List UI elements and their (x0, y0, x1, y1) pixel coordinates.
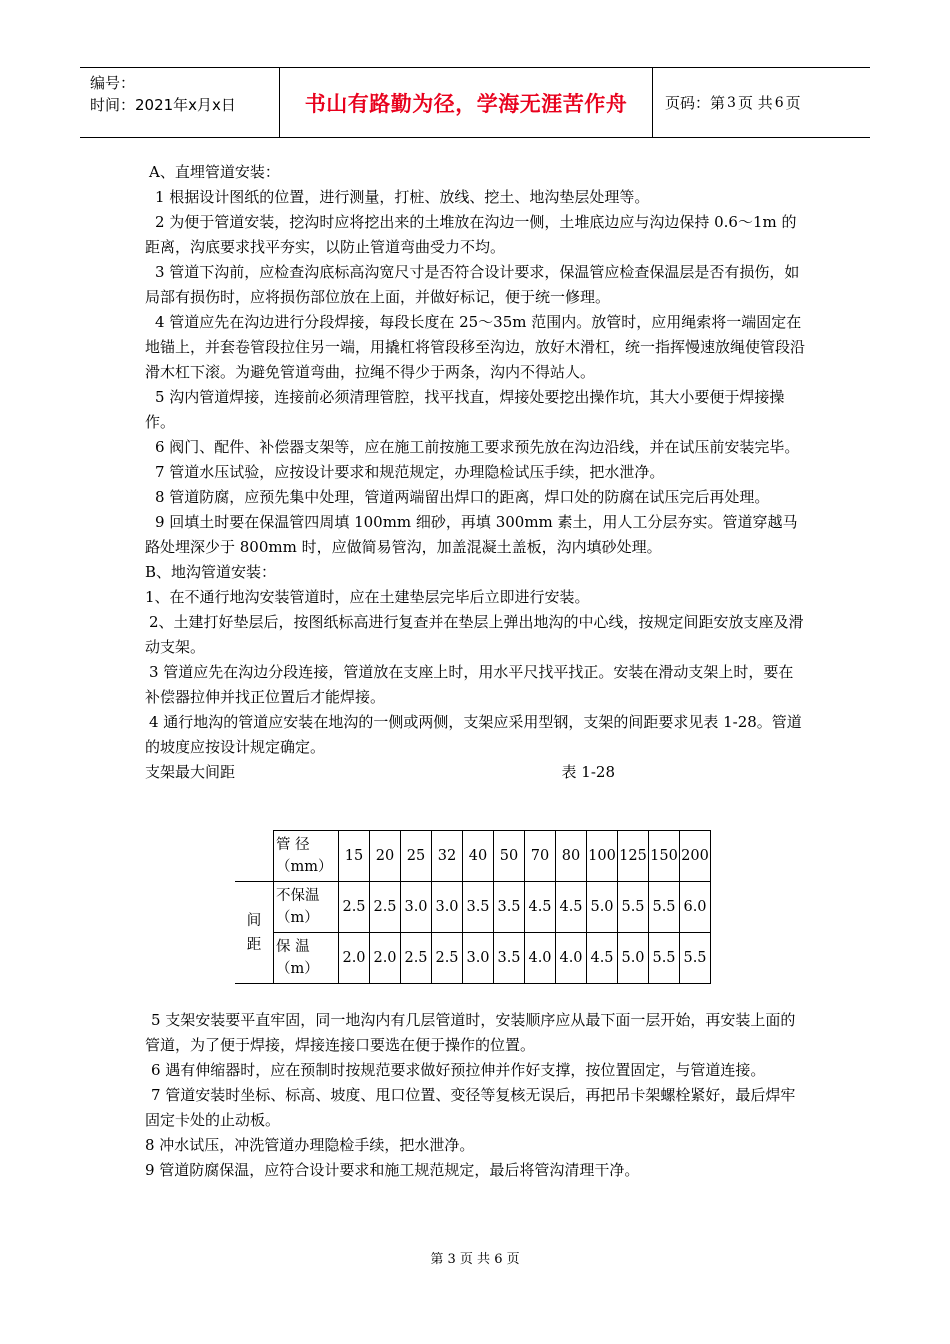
page-current: 3 (727, 94, 736, 111)
row-unit: （m） (276, 961, 319, 977)
table-number: 表 1-28 (561, 763, 615, 781)
paragraph: 6 遇有伸缩器时，应在预制时按规范要求做好预拉伸并作好支撑，按位置固定，与管道连接。 (151, 1061, 766, 1079)
page-total: 6 (774, 94, 784, 111)
paragraph: 5 支架安装要平直牢固，同一地沟内有几层管道时，安装顺序应从最下面一层开始，再安装上面的管道，为了便于焊接，焊接连接口要选在便于操作的位置。 (145, 1011, 796, 1054)
page-footer: 第 3 页 共 6 页 (430, 1252, 520, 1267)
table-cell: 4.0 (556, 933, 587, 984)
table-caption (145, 760, 615, 785)
table-cell: 2.5 (432, 933, 463, 984)
support-spacing-table (235, 830, 711, 984)
table-cell: 5.5 (649, 882, 680, 933)
section-a-heading: A、直埋管道安装： (149, 163, 280, 181)
row-label: 不保温 (276, 888, 320, 904)
paragraph: 1、在不通行地沟安装管道时，应在土建垫层完毕后立即进行安装。 (145, 588, 590, 606)
diameter-cell: 200 (680, 831, 711, 882)
page-prefix: 页码：第 (665, 94, 726, 112)
paragraph: 1 根据设计图纸的位置，进行测量，打桩、放线、挖土、地沟垫层处理等。 (155, 188, 650, 206)
table-cell: 5.0 (618, 933, 649, 984)
header-meta (80, 68, 280, 137)
spacing-group-label (235, 882, 274, 984)
paragraph: 5 沟内管道焊接，连接前必须清理管腔，找平找直，焊接处要挖出操作坑，其大小要便于焊接操作。 (145, 388, 785, 431)
paragraph: 7 管道水压试验，应按设计要求和规范规定，办理隐检试压手续，把水泄净。 (155, 463, 665, 481)
page-middle: 页 共 (737, 94, 773, 112)
table-cell: 3.5 (494, 933, 525, 984)
table-cell: 5.0 (587, 882, 618, 933)
diameter-cell: 15 (339, 831, 370, 882)
paragraph: 9 管道防腐保温，应符合设计要求和施工规范规定，最后将管沟清理干净。 (145, 1161, 640, 1179)
diameter-cell: 20 (370, 831, 401, 882)
row-label-cell (274, 933, 339, 984)
diameter-cell: 150 (649, 831, 680, 882)
table-cell: 2.0 (370, 933, 401, 984)
table-row (235, 882, 711, 933)
paragraph: 4 通行地沟的管道应安装在地沟的一侧或两侧，支架应采用型钢，支架的间距要求见表 1-28。管道的坡度应按设计规定确定。 (145, 713, 802, 756)
paragraph: 3 管道应先在沟边分段连接，管道放在支座上时，用水平尺找平找正。安装在滑动支架上时，要在补偿器拉伸并找正位置后才能焊接。 (145, 663, 794, 706)
spacing-char-2: 距 (246, 936, 262, 953)
body-text-bottom (145, 1008, 808, 1183)
diameter-cell: 125 (618, 831, 649, 882)
page-suffix: 页 (785, 94, 801, 112)
row-label: 保 温 (276, 939, 310, 955)
table-row (235, 933, 711, 984)
table-title: 支架最大间距 (145, 763, 236, 781)
body-text-top (145, 160, 808, 785)
table-cell: 3.0 (401, 882, 432, 933)
table-cell: 5.5 (618, 882, 649, 933)
paragraph: 8 管道防腐，应预先集中处理，管道两端留出焊口的距离，焊口处的防腐在试压完后再处理。 (155, 488, 770, 506)
table-cell: 2.0 (339, 933, 370, 984)
paragraph: 7 管道安装时坐标、标高、坡度、甩口位置、变径等复核无误后，再把吊卡架螺栓紧好，最后焊牢固定卡处的止动板。 (145, 1086, 796, 1129)
diameter-cell: 32 (432, 831, 463, 882)
table-cell: 6.0 (680, 882, 711, 933)
paragraph: 2、土建打好垫层后，按图纸标高进行复查并在垫层上弹出地沟的中心线，按规定间距安放支座及滑动支架。 (145, 613, 804, 656)
paragraph: 4 管道应先在沟边进行分段焊接，每段长度在 25～35m 范围内。放管时，应用绳索将一端固定在地锚上，并套卷管段拉住另一端，用撬杠将管段移至沟边，放好木滑杠，统一指挥慢速放绳使管段沿滑木杠下滚。为避免管道弯曲，拉绳不得少于两条，沟内不得站人。 (145, 313, 806, 381)
diameter-unit: （mm） (276, 859, 333, 875)
section-b-heading: B、地沟管道安装： (145, 563, 277, 581)
table-cell: 3.5 (463, 882, 494, 933)
diameter-label-cell (274, 831, 339, 882)
code-label: 编号： (90, 74, 136, 92)
table-cell: 4.5 (587, 933, 618, 984)
header-page-info (653, 68, 870, 137)
document-header (80, 67, 870, 138)
table-cell: 2.5 (401, 933, 432, 984)
diameter-cell: 40 (463, 831, 494, 882)
table-header-row (235, 831, 711, 882)
table-corner (235, 831, 274, 882)
header-motto: 书山有路勤为径，学海无涯苦作舟 (280, 68, 653, 137)
table-cell: 5.5 (680, 933, 711, 984)
table-cell: 5.5 (649, 933, 680, 984)
table-cell: 3.0 (463, 933, 494, 984)
paragraph: 8 冲水试压，冲洗管道办理隐检手续，把水泄净。 (145, 1136, 475, 1154)
paragraph: 3 管道下沟前，应检查沟底标高沟宽尺寸是否符合设计要求，保温管应检查保温层是否有损伤，如局部有损伤时，应将损伤部位放在上面，并做好标记，便于统一修理。 (145, 263, 800, 306)
row-label-cell (274, 882, 339, 933)
paragraph: 9 回填土时要在保温管四周填 100mm 细砂，再填 300mm 素土，用人工分层夯实。管道穿越马路处埋深少于 800mm 时，应做简易管沟，加盖混凝土盖板，沟内填砂处理。 (145, 513, 798, 556)
diameter-cell: 25 (401, 831, 432, 882)
table-cell: 2.5 (370, 882, 401, 933)
diameter-cell: 50 (494, 831, 525, 882)
table-cell: 4.0 (525, 933, 556, 984)
table-cell: 2.5 (339, 882, 370, 933)
table-cell: 3.0 (432, 882, 463, 933)
date-label: 时间：2021年x月x日 (90, 96, 236, 114)
table-cell: 3.5 (494, 882, 525, 933)
paragraph: 2 为便于管道安装，挖沟时应将挖出来的土堆放在沟边一侧，土堆底边应与沟边保持 0.6～1m 的距离，沟底要求找平夯实，以防止管道弯曲受力不均。 (145, 213, 797, 256)
spacing-char-1: 间 (246, 912, 262, 929)
diameter-cell: 100 (587, 831, 618, 882)
diameter-label: 管 径 (276, 837, 310, 853)
table-cell: 4.5 (556, 882, 587, 933)
row-unit: （m） (276, 910, 319, 926)
diameter-cell: 80 (556, 831, 587, 882)
table-cell: 4.5 (525, 882, 556, 933)
diameter-cell: 70 (525, 831, 556, 882)
paragraph: 6 阀门、配件、补偿器支架等，应在施工前按施工要求预先放在沟边沿线，并在试压前安装完毕。 (155, 438, 800, 456)
